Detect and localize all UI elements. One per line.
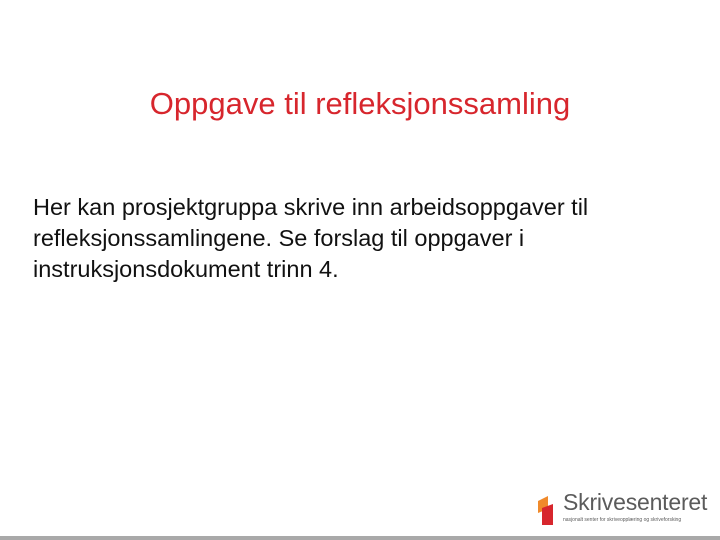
bottom-rule	[0, 536, 720, 540]
logo-tagline: nasjonalt senter for skriveopplæring og skriveforsking	[563, 517, 682, 523]
skrivesenteret-logo-icon	[536, 492, 562, 526]
slide-title: Oppgave til refleksjonssamling	[149, 86, 571, 121]
slide-body-text: Her kan prosjektgruppa skrive inn arbeidsoppgaver til refleksjonssamlingene. Se forslag til oppgaver i instruksjonsdokument trinn 4.	[33, 194, 589, 282]
logo-wordmark: Skrivesenteret	[563, 489, 708, 515]
skrivesenteret-logo	[536, 488, 716, 528]
